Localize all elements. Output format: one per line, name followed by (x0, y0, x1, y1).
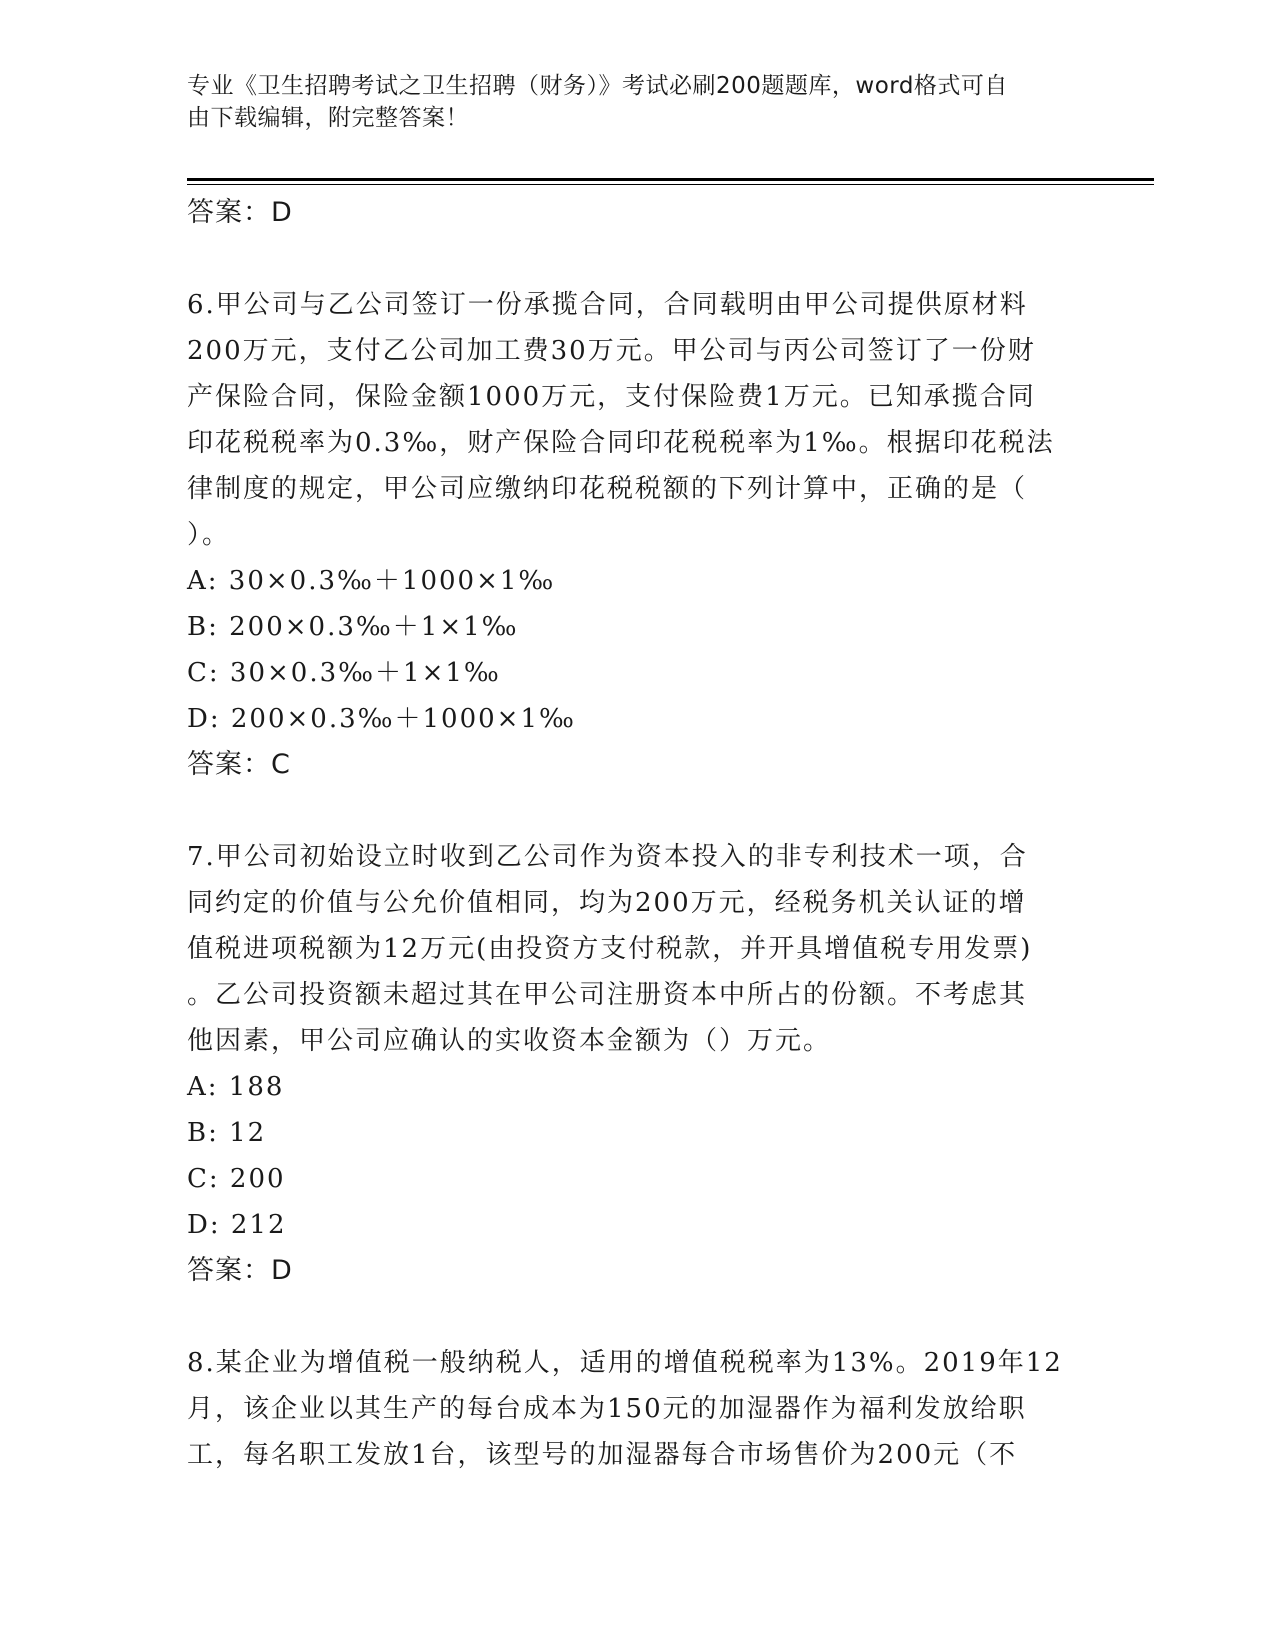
option-a: A: 188 (187, 1072, 285, 1102)
question-line: 工，每名职工发放1台，该型号的加湿器每合市场售价为200元（不 (187, 1440, 1018, 1470)
question-line: 月，该企业以其生产的每台成本为150元的加湿器作为福利发放给职 (187, 1394, 1027, 1424)
option-c: C: 30×0.3‰＋1×1‰ (187, 658, 501, 688)
question-text (187, 1340, 1067, 1478)
question-line: 同约定的价值与公允价值相同，均为200万元，经税务机关认证的增 (187, 888, 1027, 918)
option-c: C: 200 (187, 1164, 286, 1194)
question-line: 6.甲公司与乙公司签订一份承揽合同，合同载明由甲公司提供原材料 (187, 290, 1028, 320)
question-line: 他因素，甲公司应确认的实收资本金额为（）万元。 (187, 1026, 832, 1056)
question-line: 值税进项税额为12万元(由投资方支付税款，并开具增值税专用发票) (187, 934, 1033, 964)
question-line: 8.某企业为增值税一般纳税人，适用的增值税税率为13%。2019年12 (187, 1348, 1063, 1378)
document-header (187, 70, 1067, 134)
question-text (187, 282, 1067, 558)
option-b: B: 12 (187, 1118, 267, 1148)
question-block (187, 834, 1067, 1294)
document-content (187, 190, 1067, 1478)
question-line: 印花税税率为0.3‰，财产保险合同印花税税率为1‰。根据印花税法 (187, 428, 1055, 458)
header-rule-thick (187, 178, 1154, 181)
question-line: ）。 (187, 520, 231, 550)
question-line: 产保险合同，保险金额1000万元，支付保险费1万元。已知承揽合同 (187, 382, 1036, 412)
spacer (187, 1294, 1067, 1340)
answer-line: 答案：D (187, 197, 293, 228)
option-d: D: 200×0.3‰＋1000×1‰ (187, 704, 576, 734)
spacer (187, 788, 1067, 834)
header-line-2: 由下载编辑，附完整答案！ (187, 105, 469, 131)
question-line: 律制度的规定，甲公司应缴纳印花税税额的下列计算中，正确的是（ (187, 474, 1028, 504)
header-line-1: 专业《卫生招聘考试之卫生招聘（财务）》考试必刷200题题库，word格式可自 (187, 73, 1008, 99)
question-line: 200万元，支付乙公司加工费30万元。甲公司与丙公司签订了一份财 (187, 336, 1036, 366)
option-d: D: 212 (187, 1210, 287, 1240)
question-text (187, 834, 1067, 1064)
option-b: B: 200×0.3‰＋1×1‰ (187, 612, 519, 642)
option-a: A: 30×0.3‰＋1000×1‰ (187, 566, 556, 596)
question-block (187, 282, 1067, 788)
answer-line: 答案：C (187, 749, 291, 780)
spacer (187, 236, 1067, 282)
question-block (187, 1340, 1067, 1478)
header-rule-thin (187, 184, 1154, 185)
question-line: 。乙公司投资额未超过其在甲公司注册资本中所占的份额。不考虑其 (187, 980, 1028, 1010)
answer-line: 答案：D (187, 1255, 293, 1286)
question-line: 7.甲公司初始设立时收到乙公司作为资本投入的非专利技术一项，合 (187, 842, 1028, 872)
